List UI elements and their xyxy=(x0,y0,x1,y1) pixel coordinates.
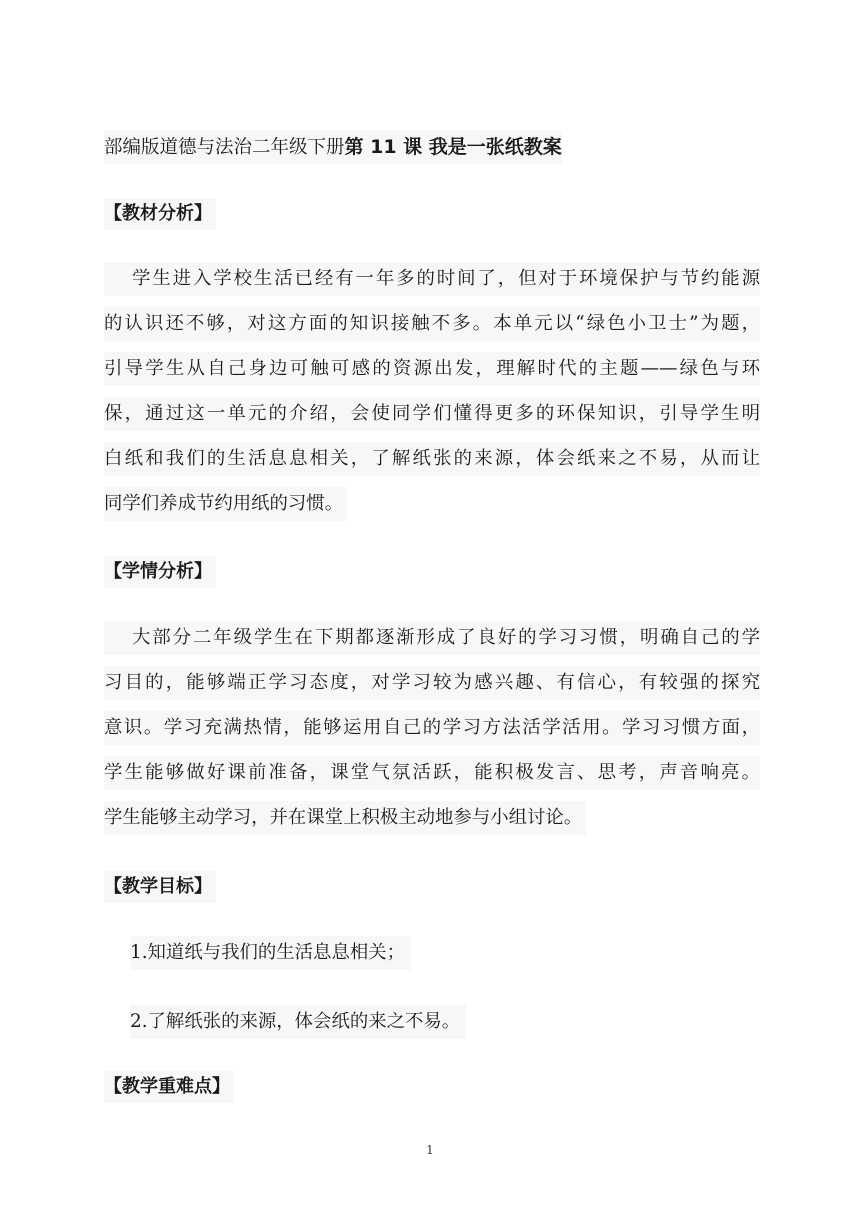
title-lesson: 第 11 课 我是一张纸教案 xyxy=(344,136,562,158)
paragraph-line: 同学们养成节约用纸的习惯。 xyxy=(104,487,347,521)
paragraph-textbook-analysis xyxy=(104,262,760,536)
paragraph-line: 保，通过这一单元的介绍，会使同学们懂得更多的环保知识，引导学生明 xyxy=(104,397,760,431)
goal-item: 1.知道纸与我们的生活息息相关； xyxy=(130,936,411,970)
heading-textbook-analysis: 【教材分析】 xyxy=(104,198,216,230)
paragraph-line: 学生能够主动学习，并在课堂上积极主动地参与小组讨论。 xyxy=(104,801,586,835)
paragraph-line: 学生进入学校生活已经有一年多的时间了，但对于环境保护与节约能源 xyxy=(104,262,760,296)
heading-student-analysis: 【学情分析】 xyxy=(104,556,216,588)
paragraph-line: 习目的，能够端正学习态度，对学习较为感兴趣、有信心，有较强的探究 xyxy=(104,666,760,700)
paragraph-student-analysis xyxy=(104,621,760,850)
paragraph-line: 引导学生从自己身边可触可感的资源出发，理解时代的主题——绿色与环 xyxy=(104,352,760,386)
paragraph-line: 大部分二年级学生在下期都逐渐形成了良好的学习习惯，明确自己的学 xyxy=(104,621,760,655)
paragraph-line: 白纸和我们的生活息息相关，了解纸张的来源，体会纸来之不易，从而让 xyxy=(104,442,760,476)
paragraph-line: 意识。学习充满热情，能够运用自己的学习方法活学活用。学习习惯方面， xyxy=(104,711,760,745)
title-prefix: 部编版道德与法治二年级下册 xyxy=(104,137,345,158)
goal-item: 2.了解纸张的来源，体会纸的来之不易。 xyxy=(130,1005,466,1039)
page-number: 1 xyxy=(426,1143,434,1157)
heading-teaching-goals: 【教学目标】 xyxy=(104,871,216,903)
paragraph-line: 学生能够做好课前准备，课堂气氛活跃，能积极发言、思考，声音响亮。 xyxy=(104,756,760,790)
paragraph-line: 的认识还不够，对这方面的知识接触不多。本单元以“绿色小卫士”为题， xyxy=(104,307,760,341)
document-title xyxy=(104,130,562,164)
heading-key-points: 【教学重难点】 xyxy=(104,1071,234,1103)
